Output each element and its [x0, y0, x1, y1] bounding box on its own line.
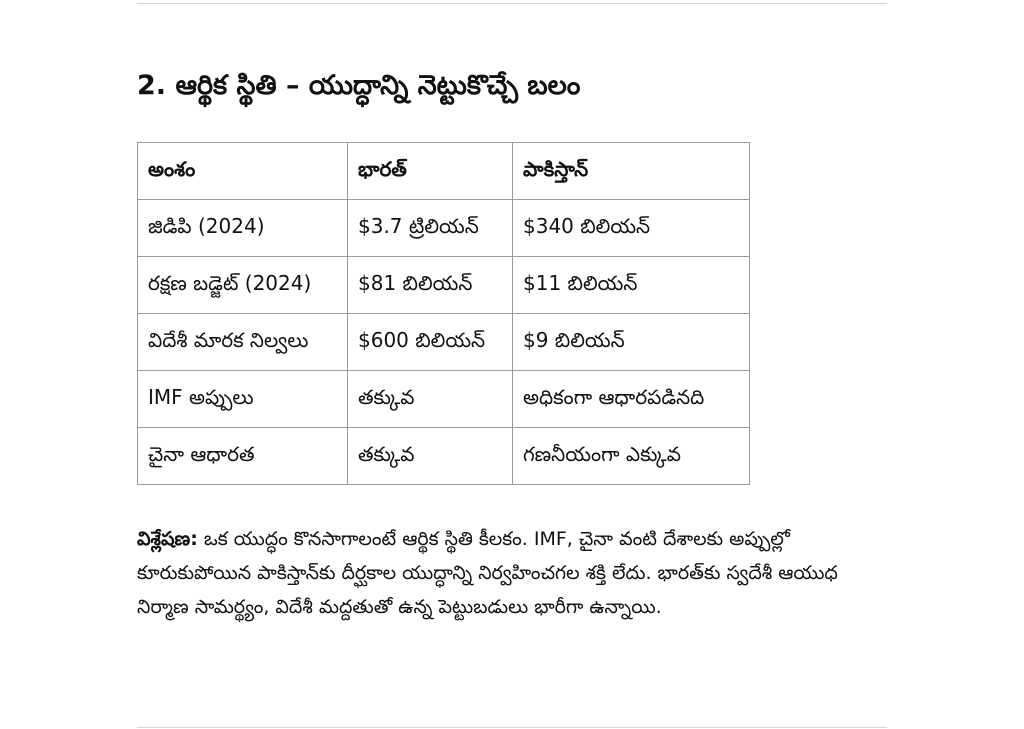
- header-aspect: అంశం: [138, 143, 348, 200]
- header-pakistan: పాకిస్తాన్: [513, 143, 750, 200]
- row-defense-pakistan: $11 బిలియన్: [513, 257, 750, 314]
- row-imf-aspect: IMF అప్పులు: [138, 371, 348, 428]
- row-reserves-india: $600 బిలియన్: [348, 314, 513, 371]
- top-divider: [137, 3, 887, 4]
- row-gdp-pakistan: $340 బిలియన్: [513, 200, 750, 257]
- bottom-divider: [137, 727, 887, 728]
- row-imf-pakistan: అధికంగా ఆధారపడినది: [513, 371, 750, 428]
- row-imf-india: తక్కువ: [348, 371, 513, 428]
- table-header-row: [138, 143, 750, 200]
- row-reserves-pakistan: $9 బిలియన్: [513, 314, 750, 371]
- analysis-paragraph: [137, 522, 887, 624]
- table-row: [138, 314, 750, 371]
- header-india: భారత్: [348, 143, 513, 200]
- analysis-text: ఒక యుద్ధం కొనసాగాలంటే ఆర్థిక స్థితి కీలకం. IMF, చైనా వంటి దేశాలకు అప్పుల్లో కూరుకుపోయిన పాకిస్తాన్‌కు దీర్ఘకాల యుద్ధాన్ని నిర్వహించగల శక్తి లేదు. భారత్‌కు స్వదేశీ ఆయుధ నిర్మాణ సామర్థ్యం, విదేశీ మద్దతుతో ఉన్న పెట్టుబడులు భారీగా ఉన్నాయి.: [137, 528, 838, 618]
- row-china-aspect: చైనా ఆధారత: [138, 428, 348, 485]
- row-defense-india: $81 బిలియన్: [348, 257, 513, 314]
- row-china-pakistan: గణనీయంగా ఎక్కువ: [513, 428, 750, 485]
- row-reserves-aspect: విదేశీ మారక నిల్వలు: [138, 314, 348, 371]
- table-row: [138, 200, 750, 257]
- table-row: [138, 257, 750, 314]
- comparison-table: [137, 142, 750, 485]
- section-heading: 2. ఆర్థిక స్థితి – యుద్ధాన్ని నెట్టుకొచ్చే బలం: [137, 70, 581, 101]
- analysis-label: విశ్లేషణ:: [137, 528, 198, 550]
- table-row: [138, 428, 750, 485]
- row-defense-aspect: రక్షణ బడ్జెట్ (2024): [138, 257, 348, 314]
- row-gdp-aspect: జిడిపి (2024): [138, 200, 348, 257]
- table-row: [138, 371, 750, 428]
- row-china-india: తక్కువ: [348, 428, 513, 485]
- row-gdp-india: $3.7 ట్రిలియన్: [348, 200, 513, 257]
